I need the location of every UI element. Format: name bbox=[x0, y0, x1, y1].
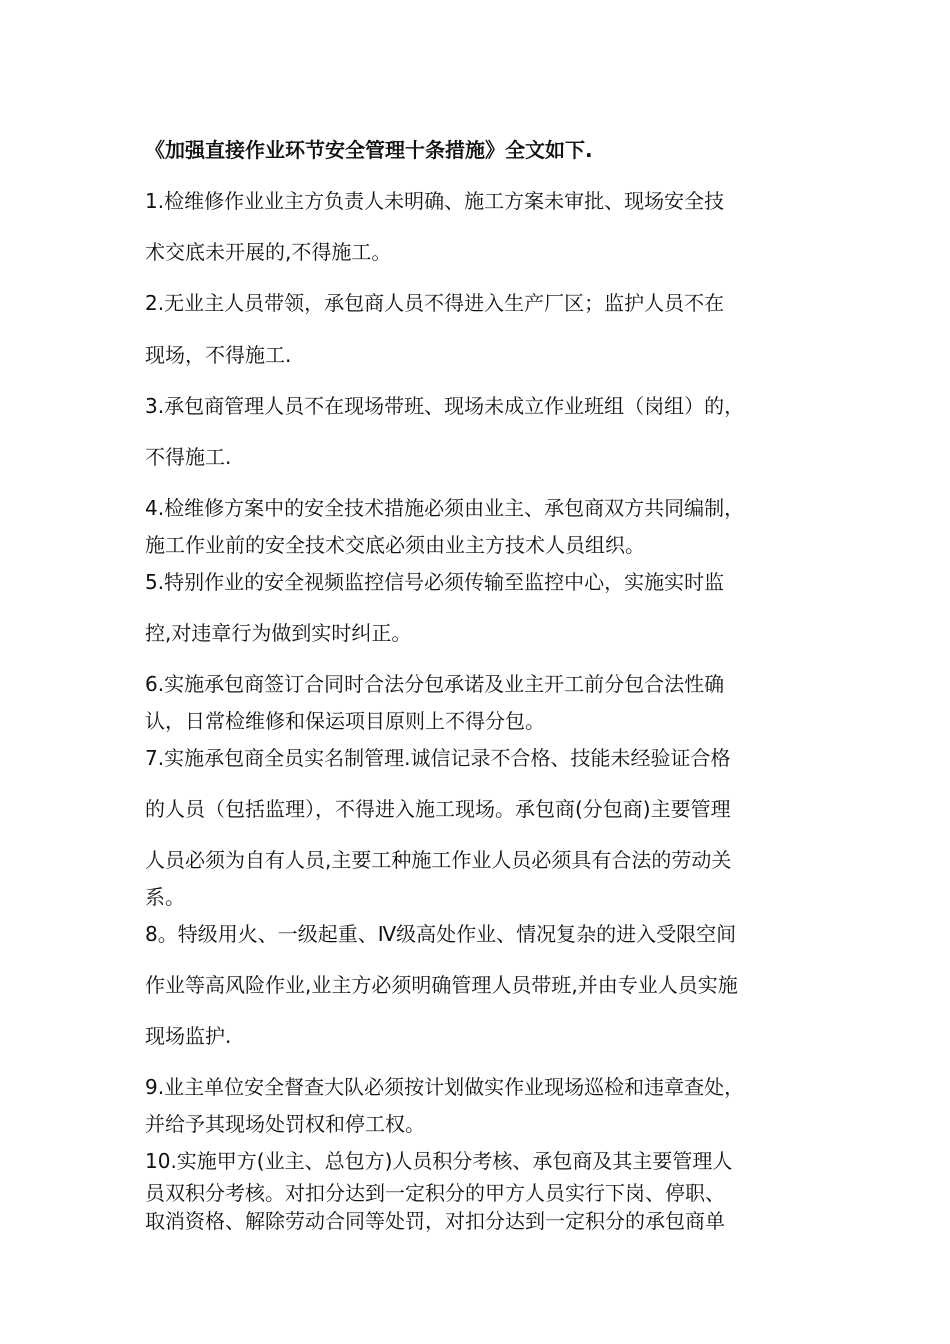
text-line: 8。特级用火、一级起重、Ⅳ级高处作业、情况复杂的进入受限空间 bbox=[145, 922, 737, 946]
text-line: 系。 bbox=[145, 885, 185, 909]
text-line: 3.承包商管理人员不在现场带班、现场未成立作业班组（岗组）的， bbox=[145, 394, 745, 418]
text-line: 控,对违章行为做到实时纠正。 bbox=[145, 621, 412, 645]
text-line: 9.业主单位安全督查大队必须按计划做实作业现场巡检和违章查处， bbox=[145, 1075, 745, 1099]
text-line: 现场监护. bbox=[145, 1024, 232, 1048]
text-line: 6.实施承包商签订合同时合法分包承诺及业主开工前分包合法性确 bbox=[145, 672, 725, 696]
text-line: 的人员（包括监理），不得进入施工现场。承包商(分包商)主要管理 bbox=[145, 797, 731, 821]
text-line: 认，日常检维修和保运项目原则上不得分包。 bbox=[145, 709, 545, 733]
text-line: 作业等高风险作业,业主方必须明确管理人员带班,并由专业人员实施 bbox=[145, 973, 738, 997]
text-line: 员双积分考核。对扣分达到一定积分的甲方人员实行下岗、停职、 bbox=[145, 1181, 725, 1205]
text-line: 2.无业主人员带领，承包商人员不得进入生产厂区；监护人员不在 bbox=[145, 291, 725, 315]
text-line: 现场，不得施工. bbox=[145, 343, 292, 367]
text-line: 术交底未开展的,不得施工。 bbox=[145, 240, 392, 264]
text-line: 不得施工. bbox=[145, 445, 232, 469]
text-line: 施工作业前的安全技术交底必须由业主方技术人员组织。 bbox=[145, 533, 645, 557]
text-line: 7.实施承包商全员实名制管理.诚信记录不合格、技能未经验证合格 bbox=[145, 746, 731, 770]
text-line: 5.特别作业的安全视频监控信号必须传输至监控中心，实施实时监 bbox=[145, 570, 725, 594]
text-line: 取消资格、解除劳动合同等处罚，对扣分达到一定积分的承包商单 bbox=[145, 1209, 725, 1233]
document-title: 《加强直接作业环节安全管理十条措施》全文如下. bbox=[145, 138, 593, 162]
text-line: 10.实施甲方(业主、总包方)人员积分考核、承包商及其主要管理人 bbox=[145, 1149, 733, 1173]
text-line: 1.检维修作业业主方负责人未明确、施工方案未审批、现场安全技 bbox=[145, 189, 725, 213]
text-line: 4.检维修方案中的安全技术措施必须由业主、承包商双方共同编制， bbox=[145, 496, 745, 520]
text-line: 人员必须为自有人员,主要工种施工作业人员必须具有合法的劳动关 bbox=[145, 848, 732, 872]
text-line: 并给予其现场处罚权和停工权。 bbox=[145, 1112, 425, 1136]
